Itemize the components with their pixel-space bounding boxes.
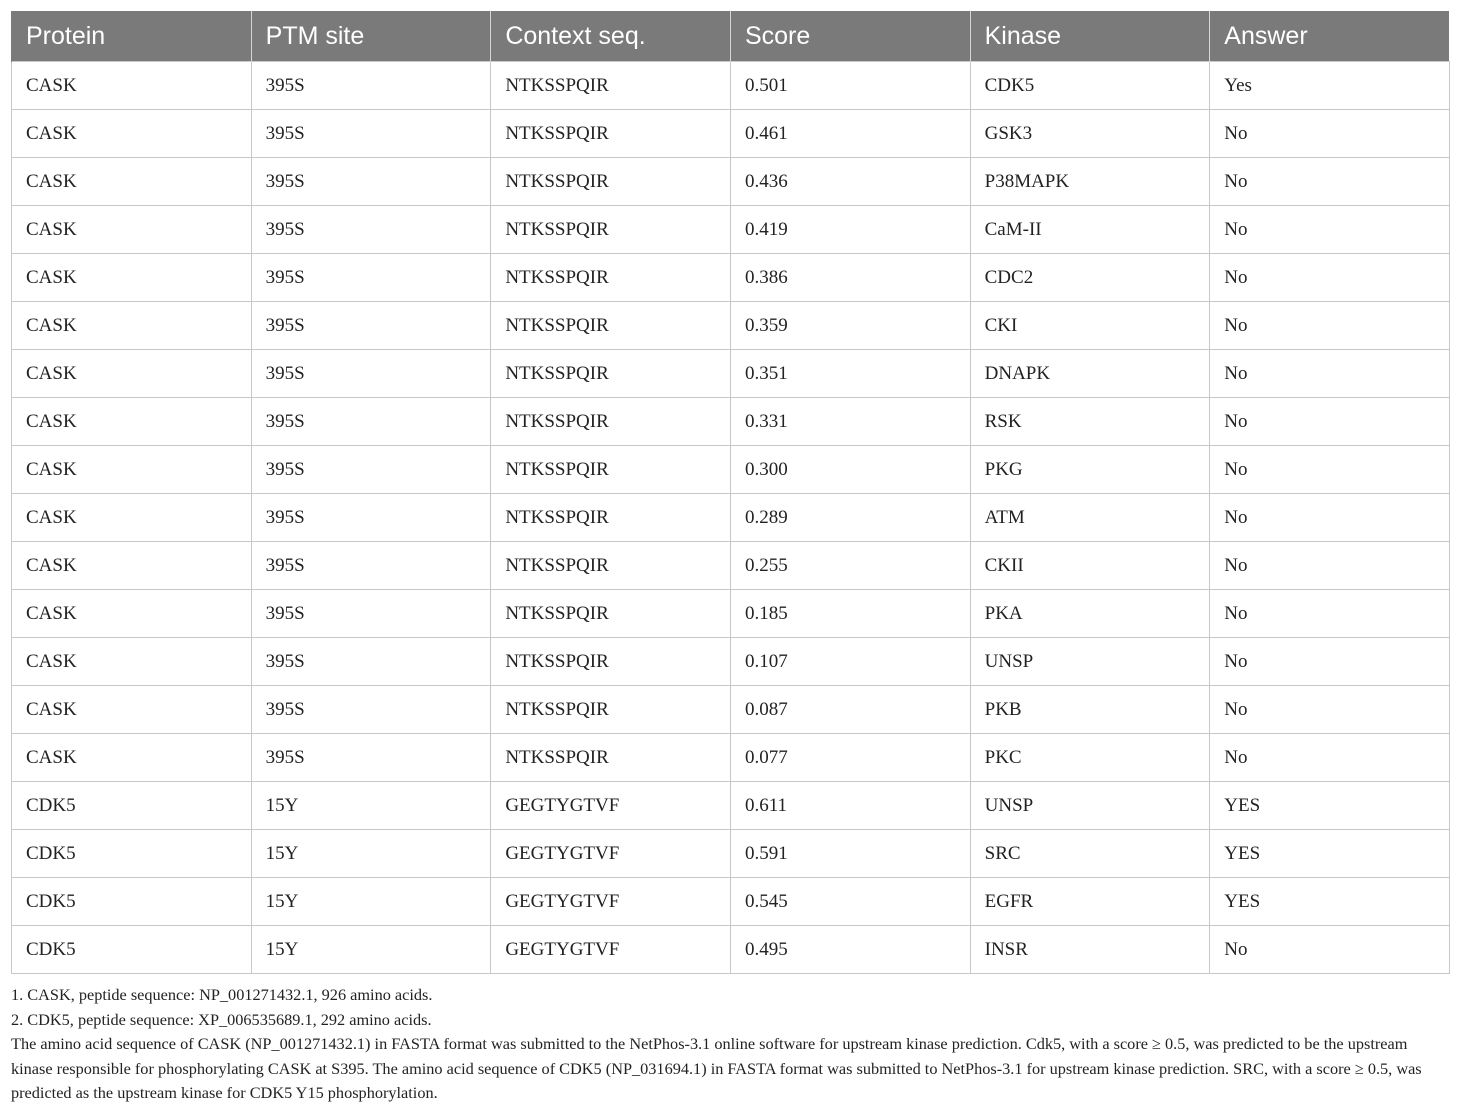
cell-kinase: PKA bbox=[970, 590, 1210, 638]
cell-score: 0.461 bbox=[730, 110, 970, 158]
cell-kinase: CKI bbox=[970, 302, 1210, 350]
cell-protein: CASK bbox=[12, 734, 252, 782]
cell-protein: CDK5 bbox=[12, 926, 252, 974]
cell-protein: CASK bbox=[12, 158, 252, 206]
cell-ptm-site: 395S bbox=[251, 62, 491, 110]
cell-protein: CASK bbox=[12, 542, 252, 590]
table-row bbox=[12, 734, 1450, 782]
cell-score: 0.386 bbox=[730, 254, 970, 302]
cell-protein: CDK5 bbox=[12, 782, 252, 830]
cell-protein: CASK bbox=[12, 638, 252, 686]
table-row bbox=[12, 110, 1450, 158]
table-row bbox=[12, 878, 1450, 926]
cell-kinase: RSK bbox=[970, 398, 1210, 446]
table-row bbox=[12, 62, 1450, 110]
cell-protein: CDK5 bbox=[12, 878, 252, 926]
table-header bbox=[12, 11, 1450, 62]
cell-answer: No bbox=[1210, 494, 1450, 542]
cell-kinase: PKG bbox=[970, 446, 1210, 494]
cell-protein: CASK bbox=[12, 494, 252, 542]
cell-kinase: PKC bbox=[970, 734, 1210, 782]
cell-ptm-site: 395S bbox=[251, 398, 491, 446]
cell-kinase: CDK5 bbox=[970, 62, 1210, 110]
cell-score: 0.351 bbox=[730, 350, 970, 398]
cell-kinase: SRC bbox=[970, 830, 1210, 878]
table-row bbox=[12, 254, 1450, 302]
footnote-2: 2. CDK5, peptide sequence: XP_006535689.1, 292 amino acids. bbox=[11, 1009, 432, 1029]
cell-answer: YES bbox=[1210, 830, 1450, 878]
table-body bbox=[12, 62, 1450, 974]
cell-context-seq: NTKSSPQIR bbox=[491, 446, 731, 494]
cell-ptm-site: 15Y bbox=[251, 926, 491, 974]
cell-ptm-site: 395S bbox=[251, 110, 491, 158]
cell-ptm-site: 395S bbox=[251, 350, 491, 398]
cell-kinase: GSK3 bbox=[970, 110, 1210, 158]
header-row bbox=[12, 11, 1450, 62]
cell-answer: No bbox=[1210, 398, 1450, 446]
header-ptm-site: PTM site bbox=[251, 11, 491, 62]
cell-ptm-site: 395S bbox=[251, 254, 491, 302]
cell-protein: CASK bbox=[12, 62, 252, 110]
cell-context-seq: NTKSSPQIR bbox=[491, 734, 731, 782]
cell-kinase: CKII bbox=[970, 542, 1210, 590]
cell-answer: No bbox=[1210, 734, 1450, 782]
cell-protein: CASK bbox=[12, 254, 252, 302]
cell-ptm-site: 15Y bbox=[251, 782, 491, 830]
cell-ptm-site: 395S bbox=[251, 302, 491, 350]
cell-kinase: CDC2 bbox=[970, 254, 1210, 302]
cell-ptm-site: 15Y bbox=[251, 878, 491, 926]
cell-context-seq: NTKSSPQIR bbox=[491, 302, 731, 350]
cell-score: 0.419 bbox=[730, 206, 970, 254]
table-row bbox=[12, 926, 1450, 974]
cell-kinase: CaM-II bbox=[970, 206, 1210, 254]
cell-ptm-site: 395S bbox=[251, 590, 491, 638]
cell-answer: No bbox=[1210, 158, 1450, 206]
cell-score: 0.289 bbox=[730, 494, 970, 542]
cell-context-seq: NTKSSPQIR bbox=[491, 350, 731, 398]
cell-protein: CASK bbox=[12, 446, 252, 494]
header-protein: Protein bbox=[12, 11, 252, 62]
cell-context-seq: NTKSSPQIR bbox=[491, 398, 731, 446]
table-row bbox=[12, 302, 1450, 350]
cell-ptm-site: 395S bbox=[251, 158, 491, 206]
table-row bbox=[12, 830, 1450, 878]
table-row bbox=[12, 350, 1450, 398]
header-context-seq: Context seq. bbox=[491, 11, 731, 62]
cell-answer: No bbox=[1210, 446, 1450, 494]
cell-ptm-site: 395S bbox=[251, 446, 491, 494]
cell-answer: Yes bbox=[1210, 62, 1450, 110]
footnote-description: The amino acid sequence of CASK (NP_001271432.1) in FASTA format was submitted to the NetPhos-3.1 online software for upstream kinase prediction. Cdk5, with a score ≥ 0.5, was predicted to be the upstream kinase responsible for phosphorylating CASK at S395. The amino acid sequence of CDK5 (NP_031694.1) in FASTA format was submitted to NetPhos-3.1 for upstream kinase prediction. SRC, with a score ≥ 0.5, was predicted as the upstream kinase for CDK5 Y15 phosphorylation. bbox=[11, 1034, 1422, 1103]
cell-protein: CASK bbox=[12, 110, 252, 158]
cell-score: 0.591 bbox=[730, 830, 970, 878]
cell-protein: CDK5 bbox=[12, 830, 252, 878]
cell-ptm-site: 395S bbox=[251, 542, 491, 590]
cell-ptm-site: 395S bbox=[251, 686, 491, 734]
cell-ptm-site: 395S bbox=[251, 206, 491, 254]
cell-kinase: DNAPK bbox=[970, 350, 1210, 398]
cell-answer: YES bbox=[1210, 782, 1450, 830]
cell-ptm-site: 395S bbox=[251, 734, 491, 782]
cell-score: 0.495 bbox=[730, 926, 970, 974]
table-row bbox=[12, 398, 1450, 446]
table-row bbox=[12, 686, 1450, 734]
cell-answer: No bbox=[1210, 590, 1450, 638]
cell-answer: No bbox=[1210, 254, 1450, 302]
cell-context-seq: NTKSSPQIR bbox=[491, 62, 731, 110]
cell-ptm-site: 395S bbox=[251, 638, 491, 686]
cell-score: 0.331 bbox=[730, 398, 970, 446]
cell-score: 0.436 bbox=[730, 158, 970, 206]
table-container bbox=[11, 11, 1449, 1106]
cell-context-seq: GEGTYGTVF bbox=[491, 782, 731, 830]
cell-context-seq: NTKSSPQIR bbox=[491, 494, 731, 542]
cell-context-seq: NTKSSPQIR bbox=[491, 206, 731, 254]
table-footnotes bbox=[11, 983, 1449, 1106]
cell-context-seq: NTKSSPQIR bbox=[491, 254, 731, 302]
cell-answer: No bbox=[1210, 686, 1450, 734]
cell-answer: No bbox=[1210, 542, 1450, 590]
table-row bbox=[12, 542, 1450, 590]
cell-protein: CASK bbox=[12, 206, 252, 254]
cell-protein: CASK bbox=[12, 302, 252, 350]
cell-ptm-site: 395S bbox=[251, 494, 491, 542]
cell-protein: CASK bbox=[12, 350, 252, 398]
cell-kinase: P38MAPK bbox=[970, 158, 1210, 206]
cell-kinase: ATM bbox=[970, 494, 1210, 542]
kinase-prediction-table bbox=[11, 11, 1450, 974]
header-answer: Answer bbox=[1210, 11, 1450, 62]
cell-score: 0.300 bbox=[730, 446, 970, 494]
cell-answer: No bbox=[1210, 206, 1450, 254]
header-score: Score bbox=[730, 11, 970, 62]
table-row bbox=[12, 638, 1450, 686]
cell-score: 0.077 bbox=[730, 734, 970, 782]
cell-ptm-site: 15Y bbox=[251, 830, 491, 878]
cell-context-seq: GEGTYGTVF bbox=[491, 830, 731, 878]
cell-kinase: UNSP bbox=[970, 638, 1210, 686]
cell-protein: CASK bbox=[12, 686, 252, 734]
table-row bbox=[12, 494, 1450, 542]
footnote-1: 1. CASK, peptide sequence: NP_001271432.1, 926 amino acids. bbox=[11, 985, 433, 1004]
cell-context-seq: NTKSSPQIR bbox=[491, 590, 731, 638]
cell-answer: No bbox=[1210, 350, 1450, 398]
cell-context-seq: GEGTYGTVF bbox=[491, 878, 731, 926]
cell-score: 0.359 bbox=[730, 302, 970, 350]
cell-answer: No bbox=[1210, 926, 1450, 974]
cell-context-seq: NTKSSPQIR bbox=[491, 686, 731, 734]
table-row bbox=[12, 782, 1450, 830]
cell-context-seq: NTKSSPQIR bbox=[491, 158, 731, 206]
cell-answer: No bbox=[1210, 638, 1450, 686]
cell-protein: CASK bbox=[12, 590, 252, 638]
cell-score: 0.107 bbox=[730, 638, 970, 686]
cell-answer: No bbox=[1210, 302, 1450, 350]
table-row bbox=[12, 206, 1450, 254]
cell-score: 0.501 bbox=[730, 62, 970, 110]
cell-protein: CASK bbox=[12, 398, 252, 446]
cell-kinase: EGFR bbox=[970, 878, 1210, 926]
cell-kinase: INSR bbox=[970, 926, 1210, 974]
cell-answer: No bbox=[1210, 110, 1450, 158]
cell-kinase: PKB bbox=[970, 686, 1210, 734]
table-row bbox=[12, 446, 1450, 494]
cell-answer: YES bbox=[1210, 878, 1450, 926]
cell-score: 0.545 bbox=[730, 878, 970, 926]
table-row bbox=[12, 590, 1450, 638]
cell-context-seq: NTKSSPQIR bbox=[491, 542, 731, 590]
cell-score: 0.185 bbox=[730, 590, 970, 638]
cell-context-seq: GEGTYGTVF bbox=[491, 926, 731, 974]
cell-context-seq: NTKSSPQIR bbox=[491, 110, 731, 158]
table-row bbox=[12, 158, 1450, 206]
cell-context-seq: NTKSSPQIR bbox=[491, 638, 731, 686]
cell-kinase: UNSP bbox=[970, 782, 1210, 830]
cell-score: 0.087 bbox=[730, 686, 970, 734]
cell-score: 0.255 bbox=[730, 542, 970, 590]
cell-score: 0.611 bbox=[730, 782, 970, 830]
header-kinase: Kinase bbox=[970, 11, 1210, 62]
